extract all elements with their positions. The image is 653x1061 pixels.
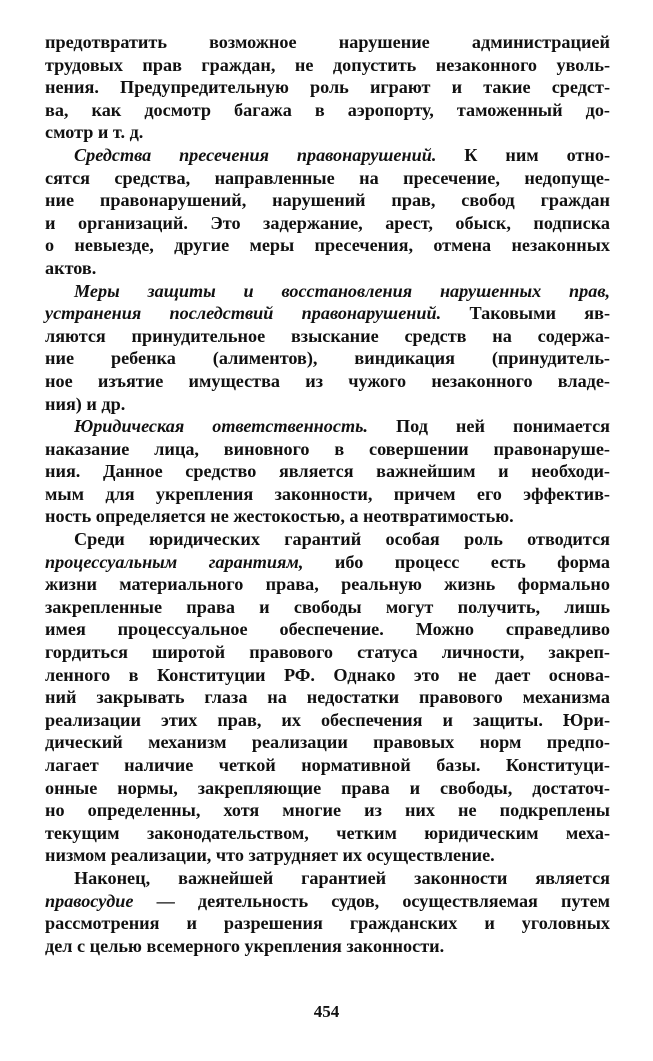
text-run: имея процессуальное обеспечение. Можно справедливо (45, 619, 610, 640)
text-line (45, 99, 610, 122)
text-line (45, 890, 610, 913)
italic-term: устранения последствий правонарушений. (45, 303, 442, 324)
text-run: ние правонарушений, нарушений прав, свобод граждан (45, 190, 610, 211)
text-line (45, 912, 610, 935)
text-line (45, 415, 610, 438)
text-run: Среди юридических гарантий особая роль отводится (74, 529, 610, 550)
text-line (45, 144, 610, 167)
text-run: актов. (45, 257, 97, 278)
text-line (45, 189, 610, 212)
text-line (45, 460, 610, 483)
paragraph (45, 280, 610, 416)
text-run: дел с целью всемерного укрепления законности. (45, 935, 445, 956)
text-run: К ним отно- (436, 144, 610, 165)
text-run: ние ребенка (алиментов), виндикация (принудитель- (45, 348, 610, 369)
text-line (45, 709, 610, 732)
italic-term: Средства пресечения правонарушений. (74, 144, 437, 165)
text-run: и организаций. Это задержание, арест, обыск, подписка (45, 212, 610, 233)
page-body (45, 31, 610, 957)
text-run: мым для укрепления законности, причем его эффектив- (45, 483, 610, 504)
text-line (45, 618, 610, 641)
text-line (45, 505, 610, 528)
paragraph (45, 415, 610, 528)
text-line (45, 393, 610, 416)
text-line (45, 121, 610, 144)
italic-term: процессуальным гарантиям, (45, 551, 304, 572)
page-number: 454 (313, 1002, 340, 1021)
text-line (45, 641, 610, 664)
text-line (45, 212, 610, 235)
text-line (45, 822, 610, 845)
text-run: предотвратить возможное нарушение администрацией (45, 32, 610, 52)
text-run: лагает наличие четкой нормативной базы. Конституци- (45, 755, 610, 775)
text-line (45, 867, 610, 890)
text-line (45, 483, 610, 506)
text-run: но определенны, хотя многие из них не подкреплены (45, 800, 610, 821)
text-line (45, 528, 610, 551)
text-run: ность определяется не жестокостью, а неотвратимостью. (45, 506, 514, 527)
text-run: гордиться широтой правового статуса личности, закреп- (45, 642, 610, 663)
text-line (45, 551, 610, 574)
text-line (45, 935, 610, 958)
text-run: ляются принудительное взыскание средств на содержа- (45, 325, 610, 346)
text-line (45, 76, 610, 99)
text-line (45, 302, 610, 325)
italic-term: Меры защиты и восстановления нарушенных прав, (74, 280, 610, 301)
text-run: ленного в Конституции РФ. Однако это не дает основа- (45, 664, 610, 685)
text-line (45, 573, 610, 596)
italic-term: правосудие (45, 890, 134, 911)
text-line (45, 844, 610, 867)
text-run: ний закрывать глаза на недостатки правового механизма (45, 687, 610, 708)
text-run: текущим законодательством, четким юридическим меха- (45, 822, 610, 843)
text-run: Под ней понимается (367, 416, 611, 437)
text-run: о невыезде, другие меры пресечения, отмена незаконных (45, 235, 610, 256)
text-line (45, 325, 610, 348)
paragraph (45, 31, 610, 144)
text-line (45, 54, 610, 77)
text-run: — деятельность судов, осуществляемая путем (133, 890, 610, 911)
text-run: ния. Данное средство является важнейшим и необходи- (45, 461, 610, 482)
text-run: ва, как досмотр багажа в аэропорту, таможенный до- (45, 99, 610, 120)
text-run: закрепленные права и свободы могут получить, лишь (45, 596, 610, 617)
text-line (45, 280, 610, 303)
text-run: смотр и т. д. (45, 122, 144, 143)
text-line (45, 731, 610, 754)
text-run: трудовых прав граждан, не допустить незаконного уволь- (45, 54, 610, 75)
text-line (45, 799, 610, 822)
text-line (45, 347, 610, 370)
text-line (45, 234, 610, 257)
text-run: онные нормы, закрепляющие права и свободы, достаточ- (45, 777, 610, 798)
text-line (45, 664, 610, 687)
text-run: нения. Предупредительную роль играют и такие средст- (45, 77, 610, 98)
text-line (45, 370, 610, 393)
text-line (45, 31, 610, 54)
text-run: реализации этих прав, их обеспечения и защиты. Юри- (45, 709, 610, 730)
text-run: сятся средства, направленные на пресечение, недопуще- (45, 167, 610, 188)
text-run: Наконец, важнейшей гарантией законности является (74, 867, 610, 888)
paragraph (45, 528, 610, 867)
text-run: жизни материального права, реальную жизнь формально (45, 574, 610, 595)
text-line (45, 257, 610, 280)
text-run: ния) и др. (45, 393, 126, 414)
text-line (45, 686, 610, 709)
paragraph (45, 867, 610, 957)
text-run: рассмотрения и разрешения гражданских и уголовных (45, 913, 610, 934)
text-run: ное изъятие имущества из чужого незаконного владе- (45, 370, 610, 391)
italic-term: Юридическая ответственность. (74, 416, 368, 437)
text-run: ибо процесс есть форма (303, 551, 611, 572)
text-line (45, 167, 610, 190)
text-line (45, 754, 610, 777)
text-run: наказание лица, виновного в совершении правонаруше- (45, 438, 610, 459)
paragraph (45, 144, 610, 280)
text-run: низмом реализации, что затрудняет их осуществление. (45, 845, 495, 866)
text-run: Таковыми яв- (441, 303, 611, 324)
text-line (45, 777, 610, 800)
text-run: дический механизм реализации правовых норм предпо- (45, 732, 610, 753)
text-line (45, 596, 610, 619)
text-line (45, 438, 610, 461)
